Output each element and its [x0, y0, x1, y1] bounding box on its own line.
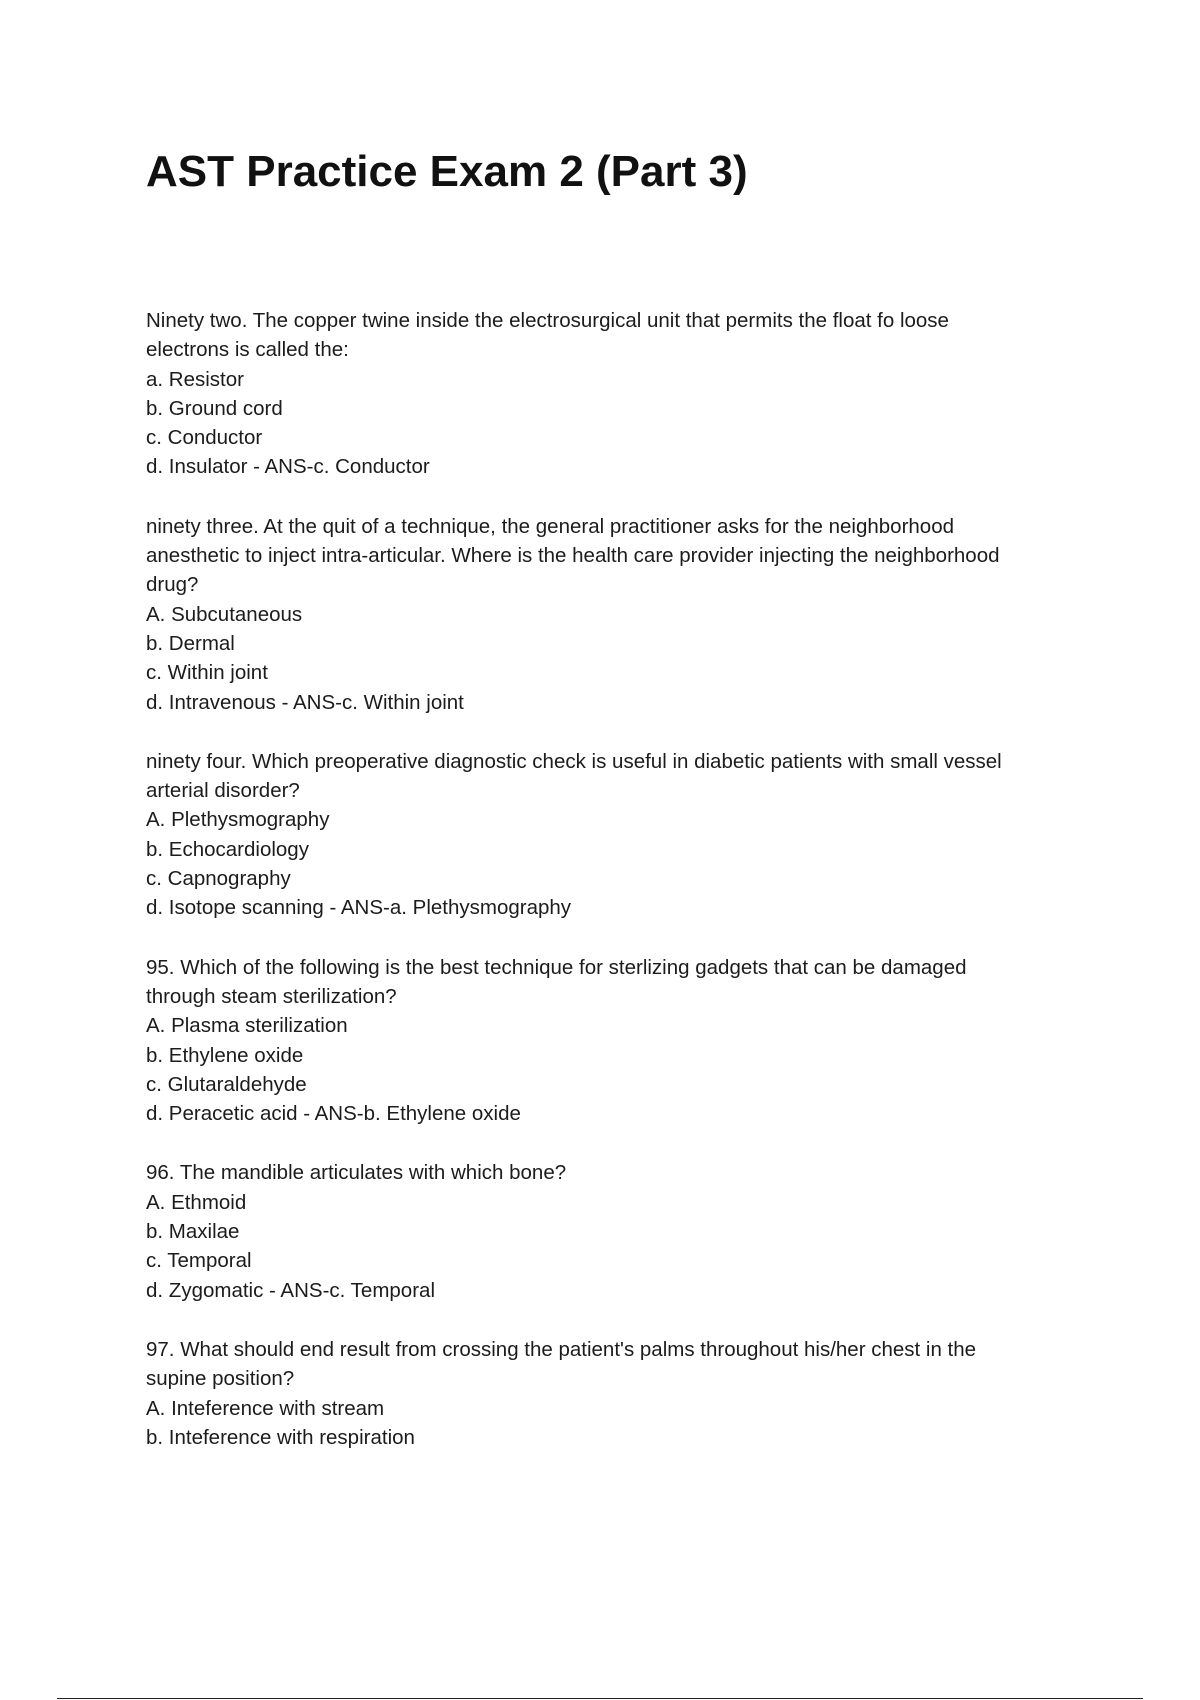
answer-option: c. Within joint: [146, 661, 268, 685]
answer-option-with-key: d. Insulator - ANS-c. Conductor: [146, 455, 430, 479]
page-title: AST Practice Exam 2 (Part 3): [146, 147, 748, 196]
answer-option: c. Conductor: [146, 426, 263, 450]
answer-option: A. Subcutaneous: [146, 602, 303, 626]
answer-option: b. Dermal: [146, 631, 235, 655]
answer-option: c. Capnography: [146, 867, 291, 891]
question-93: [146, 512, 1096, 717]
answer-option: b. Inteference with respiration: [146, 1425, 415, 1449]
question-92: [146, 306, 1096, 482]
question-94: [146, 747, 1096, 923]
footer-divider: [57, 1698, 1143, 1699]
question-stem-line: arterial disorder?: [146, 779, 300, 803]
question-stem-line: ninety three. At the quit of a technique, the general practitioner asks for the neighborhood: [146, 514, 955, 538]
answer-option: A. Plasma sterilization: [146, 1014, 348, 1038]
answer-option: A. Ethmoid: [146, 1190, 247, 1214]
question-stem-line: anesthetic to inject intra-articular. Where is the health care provider injecting the neighborhood: [146, 544, 1000, 568]
answer-option: A. Plethysmography: [146, 808, 330, 832]
answer-option-with-key: d. Isotope scanning - ANS-a. Plethysmography: [146, 896, 572, 920]
answer-option-with-key: d. Intravenous - ANS-c. Within joint: [146, 690, 464, 714]
answer-option: b. Ground cord: [146, 396, 283, 420]
question-stem-line: drug?: [146, 573, 199, 597]
answer-option: b. Echocardiology: [146, 837, 309, 861]
answer-option: b. Ethylene oxide: [146, 1043, 304, 1067]
answer-option: a. Resistor: [146, 367, 244, 391]
question-stem-line: 96. The mandible articulates with which bone?: [146, 1161, 567, 1185]
question-97: [146, 1335, 1096, 1452]
answer-option-with-key: d. Peracetic acid - ANS-b. Ethylene oxide: [146, 1102, 521, 1126]
question-list: [146, 306, 1096, 1482]
question-stem-line: 97. What should end result from crossing the patient's palms throughout his/her chest in the: [146, 1337, 977, 1361]
question-stem-line: supine position?: [146, 1367, 295, 1391]
question-stem-line: Ninety two. The copper twine inside the electrosurgical unit that permits the float fo loose: [146, 309, 949, 332]
question-95: [146, 953, 1096, 1129]
question-stem-line: electrons is called the:: [146, 338, 349, 362]
answer-option-with-key: d. Zygomatic - ANS-c. Temporal: [146, 1278, 435, 1302]
question-stem-line: ninety four. Which preoperative diagnostic check is useful in diabetic patients with small vessel: [146, 749, 1002, 773]
question-stem-line: through steam sterilization?: [146, 984, 397, 1008]
answer-option: b. Maxilae: [146, 1220, 240, 1244]
answer-option: c. Glutaraldehyde: [146, 1072, 307, 1096]
answer-option: A. Inteference with stream: [146, 1396, 385, 1420]
answer-option: c. Temporal: [146, 1249, 252, 1273]
question-96: [146, 1158, 1096, 1304]
question-stem-line: 95. Which of the following is the best technique for sterlizing gadgets that can be damaged: [146, 955, 967, 979]
